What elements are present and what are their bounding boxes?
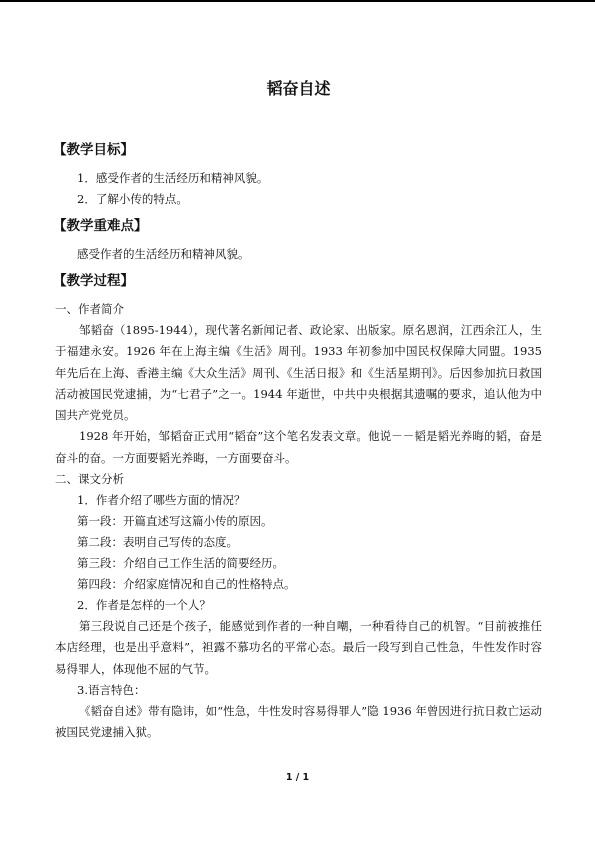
goal-item: 2．了解小传的特点。 — [77, 192, 188, 206]
question-3-answer: 《韬奋自述》带有隐讳，如“性急，牛性发时容易得罪人”隐 1936 年曾因进行抗日救亡运动被国民党逮捕入狱。 — [55, 703, 542, 740]
question-2-answer: 第三段说自己还是个孩子，能感觉到作者的一种自嘲，一种看待自己的机智。“目前被推任本店经理，也是出乎意料”，袒露不慕功名的平常心态。最后一段写到自己性急，牛性发作时容易得罪人，体现他不屈的气节。 — [55, 619, 542, 676]
author-bio-paragraph: 邹韬奋（1895-1944），现代著名新闻记者、政论家、出版家。原名恩润，江西余江人，生于福建永安。1926 年在上海主编《生活》周刊。1933 年初参加中国民权保障大同盟。1935 年先后在上海、香港主编《大众生活》周刊、《生活日报》和《生活星期刊》。后因参加抗日救国活动被国民党逮捕，为“七君子”之一。1944 年逝世，中共中央根据其遗嘱的要求，追认他为中国共产党党员。 — [55, 323, 542, 423]
question-2: 2．作者是怎样的一个人？ — [77, 598, 211, 613]
process-heading: 【教学过程】 — [53, 273, 134, 289]
page-number: 1 / 1 — [285, 772, 310, 783]
pen-name-paragraph: 1928 年开始，邹韬奋正式用“韬奋”这个笔名发表文章。他说－－韬是韬光养晦的韬，奋是奋斗的奋。一方面要韬光养晦，一方面要奋斗。 — [55, 429, 542, 465]
question-3: 3.语言特色： — [77, 682, 146, 697]
key-points-text: 感受作者的生活经历和精神风貌。 — [77, 247, 250, 261]
top-rule — [0, 0, 595, 2]
key-points-heading: 【教学重难点】 — [53, 218, 148, 234]
goal-item: 1．感受作者的生活经历和精神风貌。 — [77, 171, 269, 185]
answer-line: 第四段：介绍家庭情况和自己的性格特点。 — [77, 577, 296, 592]
answer-line: 第一段：开篇直述写这篇小传的原因。 — [77, 514, 273, 529]
answer-line: 第二段：表明自己写传的态度。 — [77, 535, 238, 550]
answer-line: 第三段：介绍自己工作生活的简要经历。 — [77, 556, 284, 571]
goals-heading: 【教学目标】 — [53, 142, 134, 158]
document-title: 韬奋自述 — [266, 79, 331, 98]
question-1: 1．作者介绍了哪些方面的情况？ — [77, 493, 246, 508]
part2-title: 二、课文分析 — [55, 472, 124, 487]
document-page — [55, 78, 542, 744]
part1-title: 一、作者简介 — [55, 302, 124, 316]
